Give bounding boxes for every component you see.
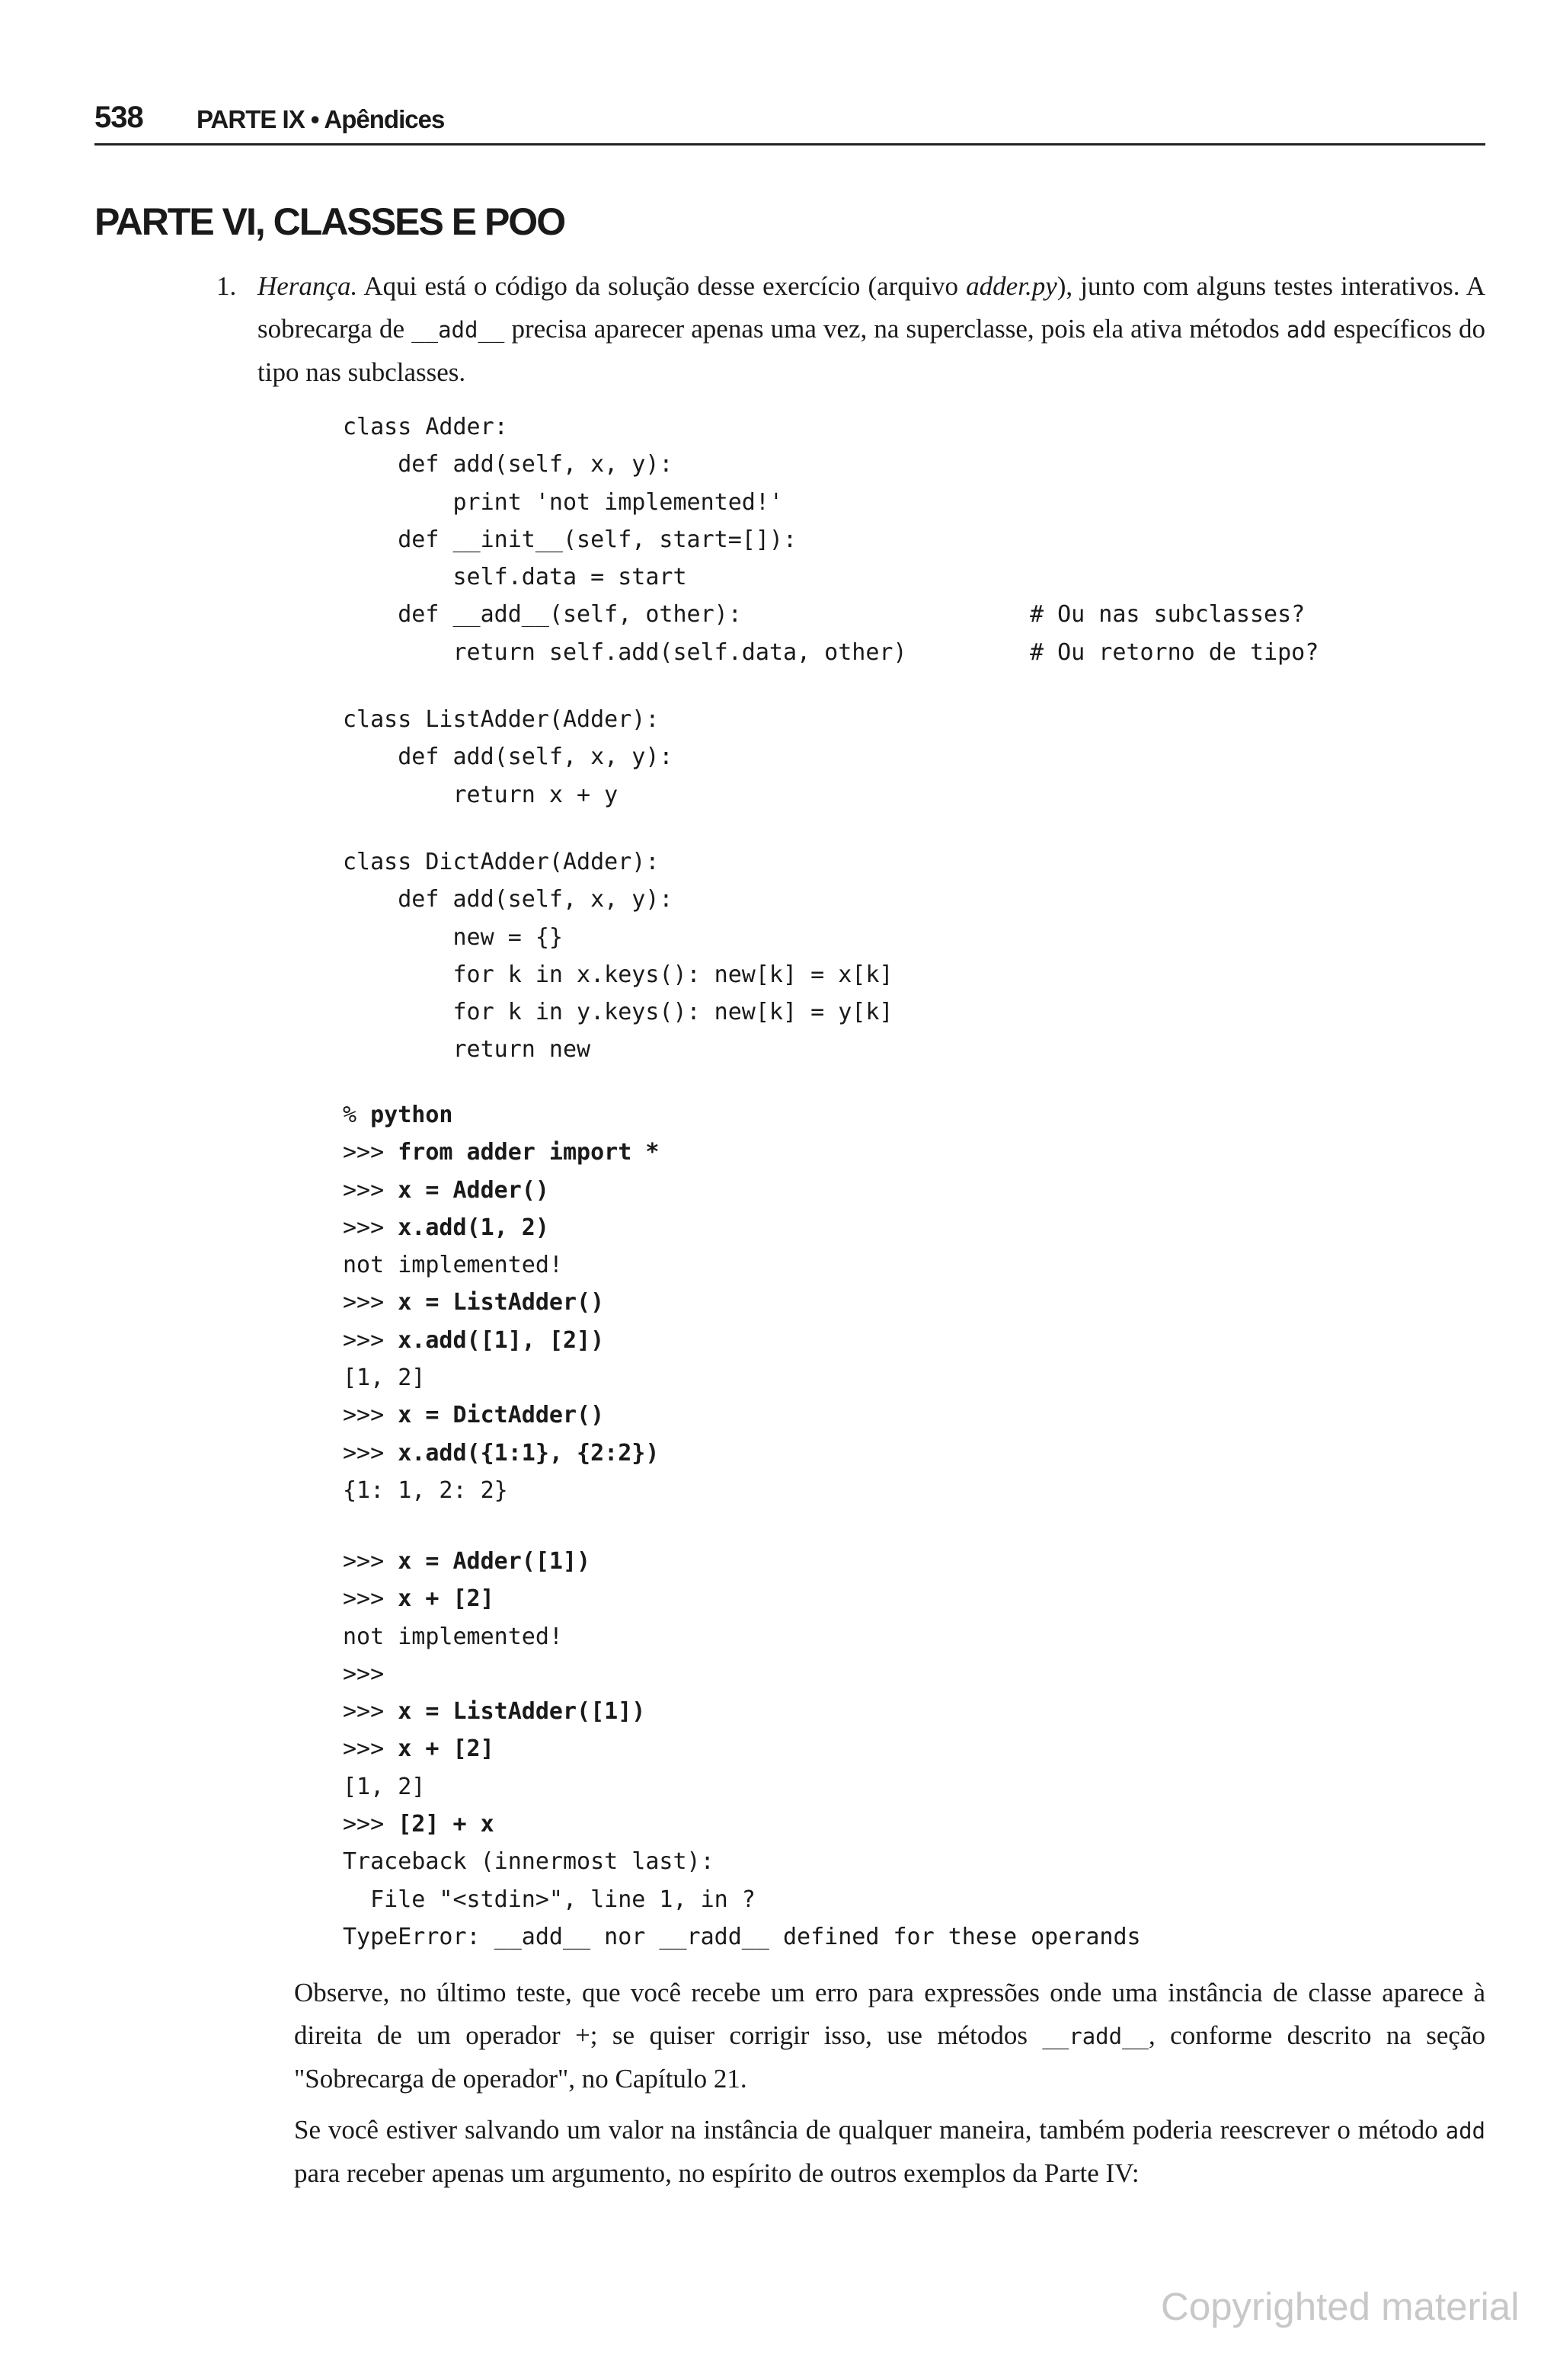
session-line — [343, 1134, 659, 1171]
code-line: return new — [343, 1036, 591, 1064]
file-name: adder.py — [966, 271, 1057, 301]
session-line — [343, 1693, 1141, 1730]
inline-code: __add__ — [411, 317, 505, 343]
output-text: not implemented! — [343, 1252, 563, 1279]
prompt: >>> — [343, 1585, 398, 1613]
prompt: >>> — [343, 1402, 398, 1429]
user-input: x = Adder() — [398, 1176, 549, 1204]
item-paragraph — [257, 265, 1485, 394]
code-line: for k in y.keys(): new[k] = y[k] — [343, 999, 893, 1026]
output-text: Traceback (innermost last): — [343, 1848, 714, 1876]
prompt: >>> — [343, 1811, 398, 1838]
session-line — [343, 1655, 1141, 1693]
prompt: >>> — [343, 1139, 398, 1166]
exercise-item-1 — [216, 265, 1486, 394]
code-line: def __init__(self, start=[]): — [343, 526, 798, 553]
paragraph-radd — [294, 1972, 1485, 2100]
session-line — [343, 1284, 659, 1321]
item-heading: Herança. — [257, 271, 358, 301]
item-number: 1. — [216, 271, 237, 301]
session-line — [343, 1580, 1141, 1617]
session-line — [343, 1843, 1141, 1880]
session-line — [343, 1918, 1141, 1956]
code-line: class ListAdder(Adder): — [343, 706, 660, 733]
prompt: >>> — [343, 1214, 398, 1241]
running-title: PARTE IX • Apêndices — [197, 105, 445, 133]
output-text: [1, 2] — [343, 1364, 426, 1392]
user-input: x.add(1, 2) — [398, 1214, 549, 1241]
user-input: x.add([1], [2]) — [398, 1326, 605, 1354]
session-line — [343, 1172, 659, 1209]
output-text: not implemented! — [343, 1623, 563, 1650]
code-line: self.data = start — [343, 564, 687, 591]
output-text: {1: 1, 2: 2} — [343, 1476, 508, 1504]
section-title: PARTE VI, CLASSES E POO — [94, 200, 565, 243]
user-input: x = DictAdder() — [398, 1402, 605, 1429]
session-line — [343, 1472, 659, 1509]
code-line: return x + y — [343, 781, 619, 808]
code-block-adder — [343, 408, 1319, 671]
copyright-watermark: Copyrighted material — [1161, 2285, 1520, 2328]
code-line: return self.add(self.data, other) # Ou retorno de tipo? — [343, 634, 907, 671]
session-line — [343, 1435, 659, 1472]
user-input: x = ListAdder() — [398, 1289, 605, 1316]
inline-code: add — [1286, 317, 1327, 343]
code-line: print 'not implemented!' — [343, 488, 783, 516]
code-line: def __add__(self, other): # Ou nas subclasses? — [343, 596, 907, 633]
output-text: [1, 2] — [343, 1773, 426, 1800]
code-line: def add(self, x, y): — [343, 744, 673, 771]
session-line — [343, 1322, 659, 1359]
user-input: x = Adder([1]) — [398, 1548, 591, 1575]
code-comment: # Ou nas subclasses? — [1030, 601, 1306, 629]
code-line: new = {} — [343, 923, 563, 951]
user-input: x + [2] — [398, 1585, 494, 1613]
paragraph-text: para receber apenas um argumento, no espírito de outros exemplos da Parte IV: — [294, 2158, 1140, 2188]
session-line — [343, 1396, 659, 1434]
output-text: File "<stdin>", line 1, in ? — [343, 1886, 756, 1913]
user-input: x = ListAdder([1]) — [398, 1698, 646, 1726]
prompt: >>> — [343, 1176, 398, 1204]
user-input: x + [2] — [398, 1735, 494, 1763]
session-line — [343, 1730, 1141, 1767]
item-text: Aqui está o código da solução desse exercício (arquivo — [357, 271, 967, 301]
session-line — [343, 1768, 1141, 1806]
code-line: class Adder: — [343, 414, 508, 440]
session-line — [343, 1806, 1141, 1843]
prompt: >>> — [343, 1548, 398, 1575]
code-block-dictadder — [343, 843, 893, 1069]
user-input: from adder import * — [398, 1139, 660, 1166]
page-number: 538 — [94, 101, 143, 134]
session-line — [343, 1209, 659, 1246]
code-line: def add(self, x, y): — [343, 451, 673, 478]
page-header — [94, 98, 1485, 146]
user-input: [2] + x — [398, 1811, 494, 1838]
session-line — [343, 1618, 1141, 1655]
prompt: >>> — [343, 1289, 398, 1316]
code-line: def add(self, x, y): — [343, 886, 673, 913]
prompt: % — [343, 1102, 371, 1128]
inline-code: __radd__ — [1042, 2023, 1149, 2049]
code-line: for k in x.keys(): new[k] = x[k] — [343, 961, 893, 988]
item-text: precisa aparecer apenas uma vez, na superclasse, pois ela ativa métodos — [504, 314, 1287, 344]
user-input: python — [370, 1102, 453, 1128]
code-block-listadder — [343, 701, 673, 814]
code-comment: # Ou retorno de tipo? — [1030, 638, 1319, 666]
paragraph-add-method — [294, 2109, 1485, 2195]
prompt: >>> — [343, 1735, 398, 1763]
output-text: TypeError: __add__ nor __radd__ defined for these operands — [343, 1923, 1141, 1950]
session-line — [343, 1359, 659, 1396]
session-line — [343, 1096, 659, 1134]
session-line — [343, 1881, 1141, 1918]
interactive-session-1 — [343, 1096, 659, 1509]
paragraph-text: Observe, no último teste, que você recebe um erro para expressões onde uma instância de classe aparece à direita de um operador +; se quiser corrigir isso, use métodos — [294, 1978, 1485, 2050]
item-text: ), junto com alguns testes interativos. A sobrecarga de — [257, 271, 1486, 344]
paragraph-text: Se você estiver salvando um valor na instância de qualquer maneira, também poderia reescrever o método — [294, 2115, 1446, 2145]
interactive-session-2 — [343, 1543, 1141, 1956]
inline-code: add — [1445, 2118, 1485, 2144]
item-text: específicos do tipo nas subclasses. — [257, 314, 1485, 387]
session-line — [343, 1543, 1141, 1580]
paragraph-text: , conforme descrito na seção "Sobrecarga de operador", no Capítulo 21. — [294, 2020, 1485, 2094]
prompt: >>> — [343, 1660, 385, 1687]
code-line: class DictAdder(Adder): — [343, 849, 660, 875]
prompt: >>> — [343, 1326, 398, 1354]
user-input: x.add({1:1}, {2:2}) — [398, 1439, 660, 1467]
prompt: >>> — [343, 1698, 398, 1726]
session-line — [343, 1246, 659, 1284]
prompt: >>> — [343, 1439, 398, 1467]
